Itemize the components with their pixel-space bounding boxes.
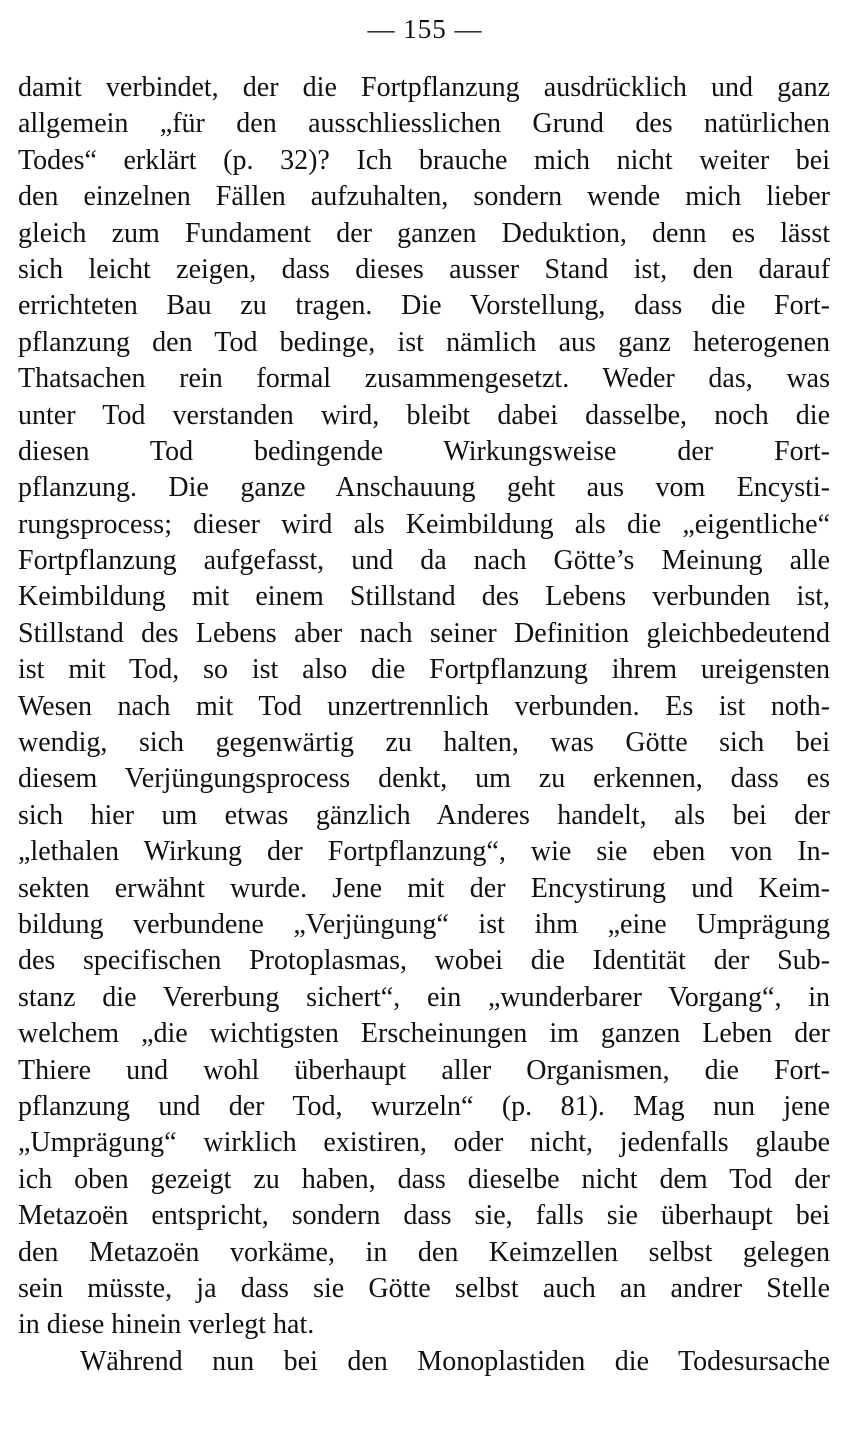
text-line: wendig, sich gegenwärtig zu halten, was Götte sich bei — [18, 727, 830, 759]
text-line: sekten erwähnt wurde. Jene mit der Encystirung und Keim- — [18, 872, 830, 904]
text-line: sich leicht zeigen, dass dieses ausser Stand ist, den darauf — [18, 253, 830, 285]
text-line: unter Tod verstanden wird, bleibt dabei dasselbe, noch die — [18, 399, 830, 431]
text-line: gleich zum Fundament der ganzen Deduktion, denn es lässt — [18, 217, 830, 249]
text-line: diesem Verjüngungsprocess denkt, um zu erkennen, dass es — [18, 763, 830, 795]
text-line: welchem „die wichtigsten Erscheinungen im ganzen Leben der — [18, 1018, 830, 1050]
text-line: Während nun bei den Monoplastiden die Todesursache — [80, 1345, 830, 1377]
text-line: den einzelnen Fällen aufzuhalten, sondern wende mich lieber — [18, 181, 830, 213]
body-text — [18, 70, 830, 1380]
text-line: allgemein „für den ausschliesslichen Grund des natürlichen — [18, 108, 830, 140]
text-line: pflanzung. Die ganze Anschauung geht aus vom Encysti- — [18, 472, 830, 504]
text-line: bildung verbundene „Verjüngung“ ist ihm „eine Umprägung — [18, 908, 830, 940]
text-line: rungsprocess; dieser wird als Keimbildung als die „eigentliche“ — [18, 508, 830, 540]
text-line: Fortpflanzung aufgefasst, und da nach Götte’s Meinung alle — [18, 545, 830, 577]
text-line: ich oben gezeigt zu haben, dass dieselbe nicht dem Tod der — [18, 1163, 830, 1195]
page-number: — 155 — — [367, 14, 483, 44]
text-line: sich hier um etwas gänzlich Anderes handelt, als bei der — [18, 799, 830, 831]
text-line: Keimbildung mit einem Stillstand des Lebens verbunden ist, — [18, 581, 830, 613]
text-line: „lethalen Wirkung der Fortpflanzung“, wie sie eben von In- — [18, 836, 830, 868]
text-line: sein müsste, ja dass sie Götte selbst auch an andrer Stelle — [18, 1272, 830, 1304]
text-line: Thatsachen rein formal zusammengesetzt. Weder das, was — [18, 363, 830, 395]
text-line: Thiere und wohl überhaupt aller Organismen, die Fort- — [18, 1054, 830, 1086]
text-line: den Metazoën vorkäme, in den Keimzellen selbst gelegen — [18, 1236, 830, 1268]
text-line: in diese hinein verlegt hat. — [18, 1309, 315, 1341]
text-line: Stillstand des Lebens aber nach seiner Definition gleichbedeutend — [18, 617, 830, 649]
text-line: Todes“ erklärt (p. 32)? Ich brauche mich nicht weiter bei — [18, 144, 830, 176]
text-line: pflanzung und der Tod, wurzeln“ (p. 81). Mag nun jene — [18, 1090, 830, 1122]
text-line: Wesen nach mit Tod unzertrennlich verbunden. Es ist noth- — [18, 690, 830, 722]
text-line: pflanzung den Tod bedinge, ist nämlich aus ganz heterogenen — [18, 326, 830, 358]
text-line: des specifischen Protoplasmas, wobei die Identität der Sub- — [18, 945, 830, 977]
text-line: ist mit Tod, so ist also die Fortpflanzung ihrem ureigensten — [18, 654, 830, 686]
text-line: „Umprägung“ wirklich existiren, oder nicht, jedenfalls glaube — [18, 1127, 830, 1159]
text-line: Metazoën entspricht, sondern dass sie, falls sie überhaupt bei — [18, 1200, 830, 1232]
text-line: stanz die Vererbung sichert“, ein „wunderbarer Vorgang“, in — [18, 981, 830, 1013]
text-line: errichteten Bau zu tragen. Die Vorstellung, dass die Fort- — [18, 290, 830, 322]
text-line: diesen Tod bedingende Wirkungsweise der Fort- — [18, 435, 830, 467]
text-line: damit verbindet, der die Fortpflanzung ausdrücklich und ganz — [18, 72, 830, 103]
